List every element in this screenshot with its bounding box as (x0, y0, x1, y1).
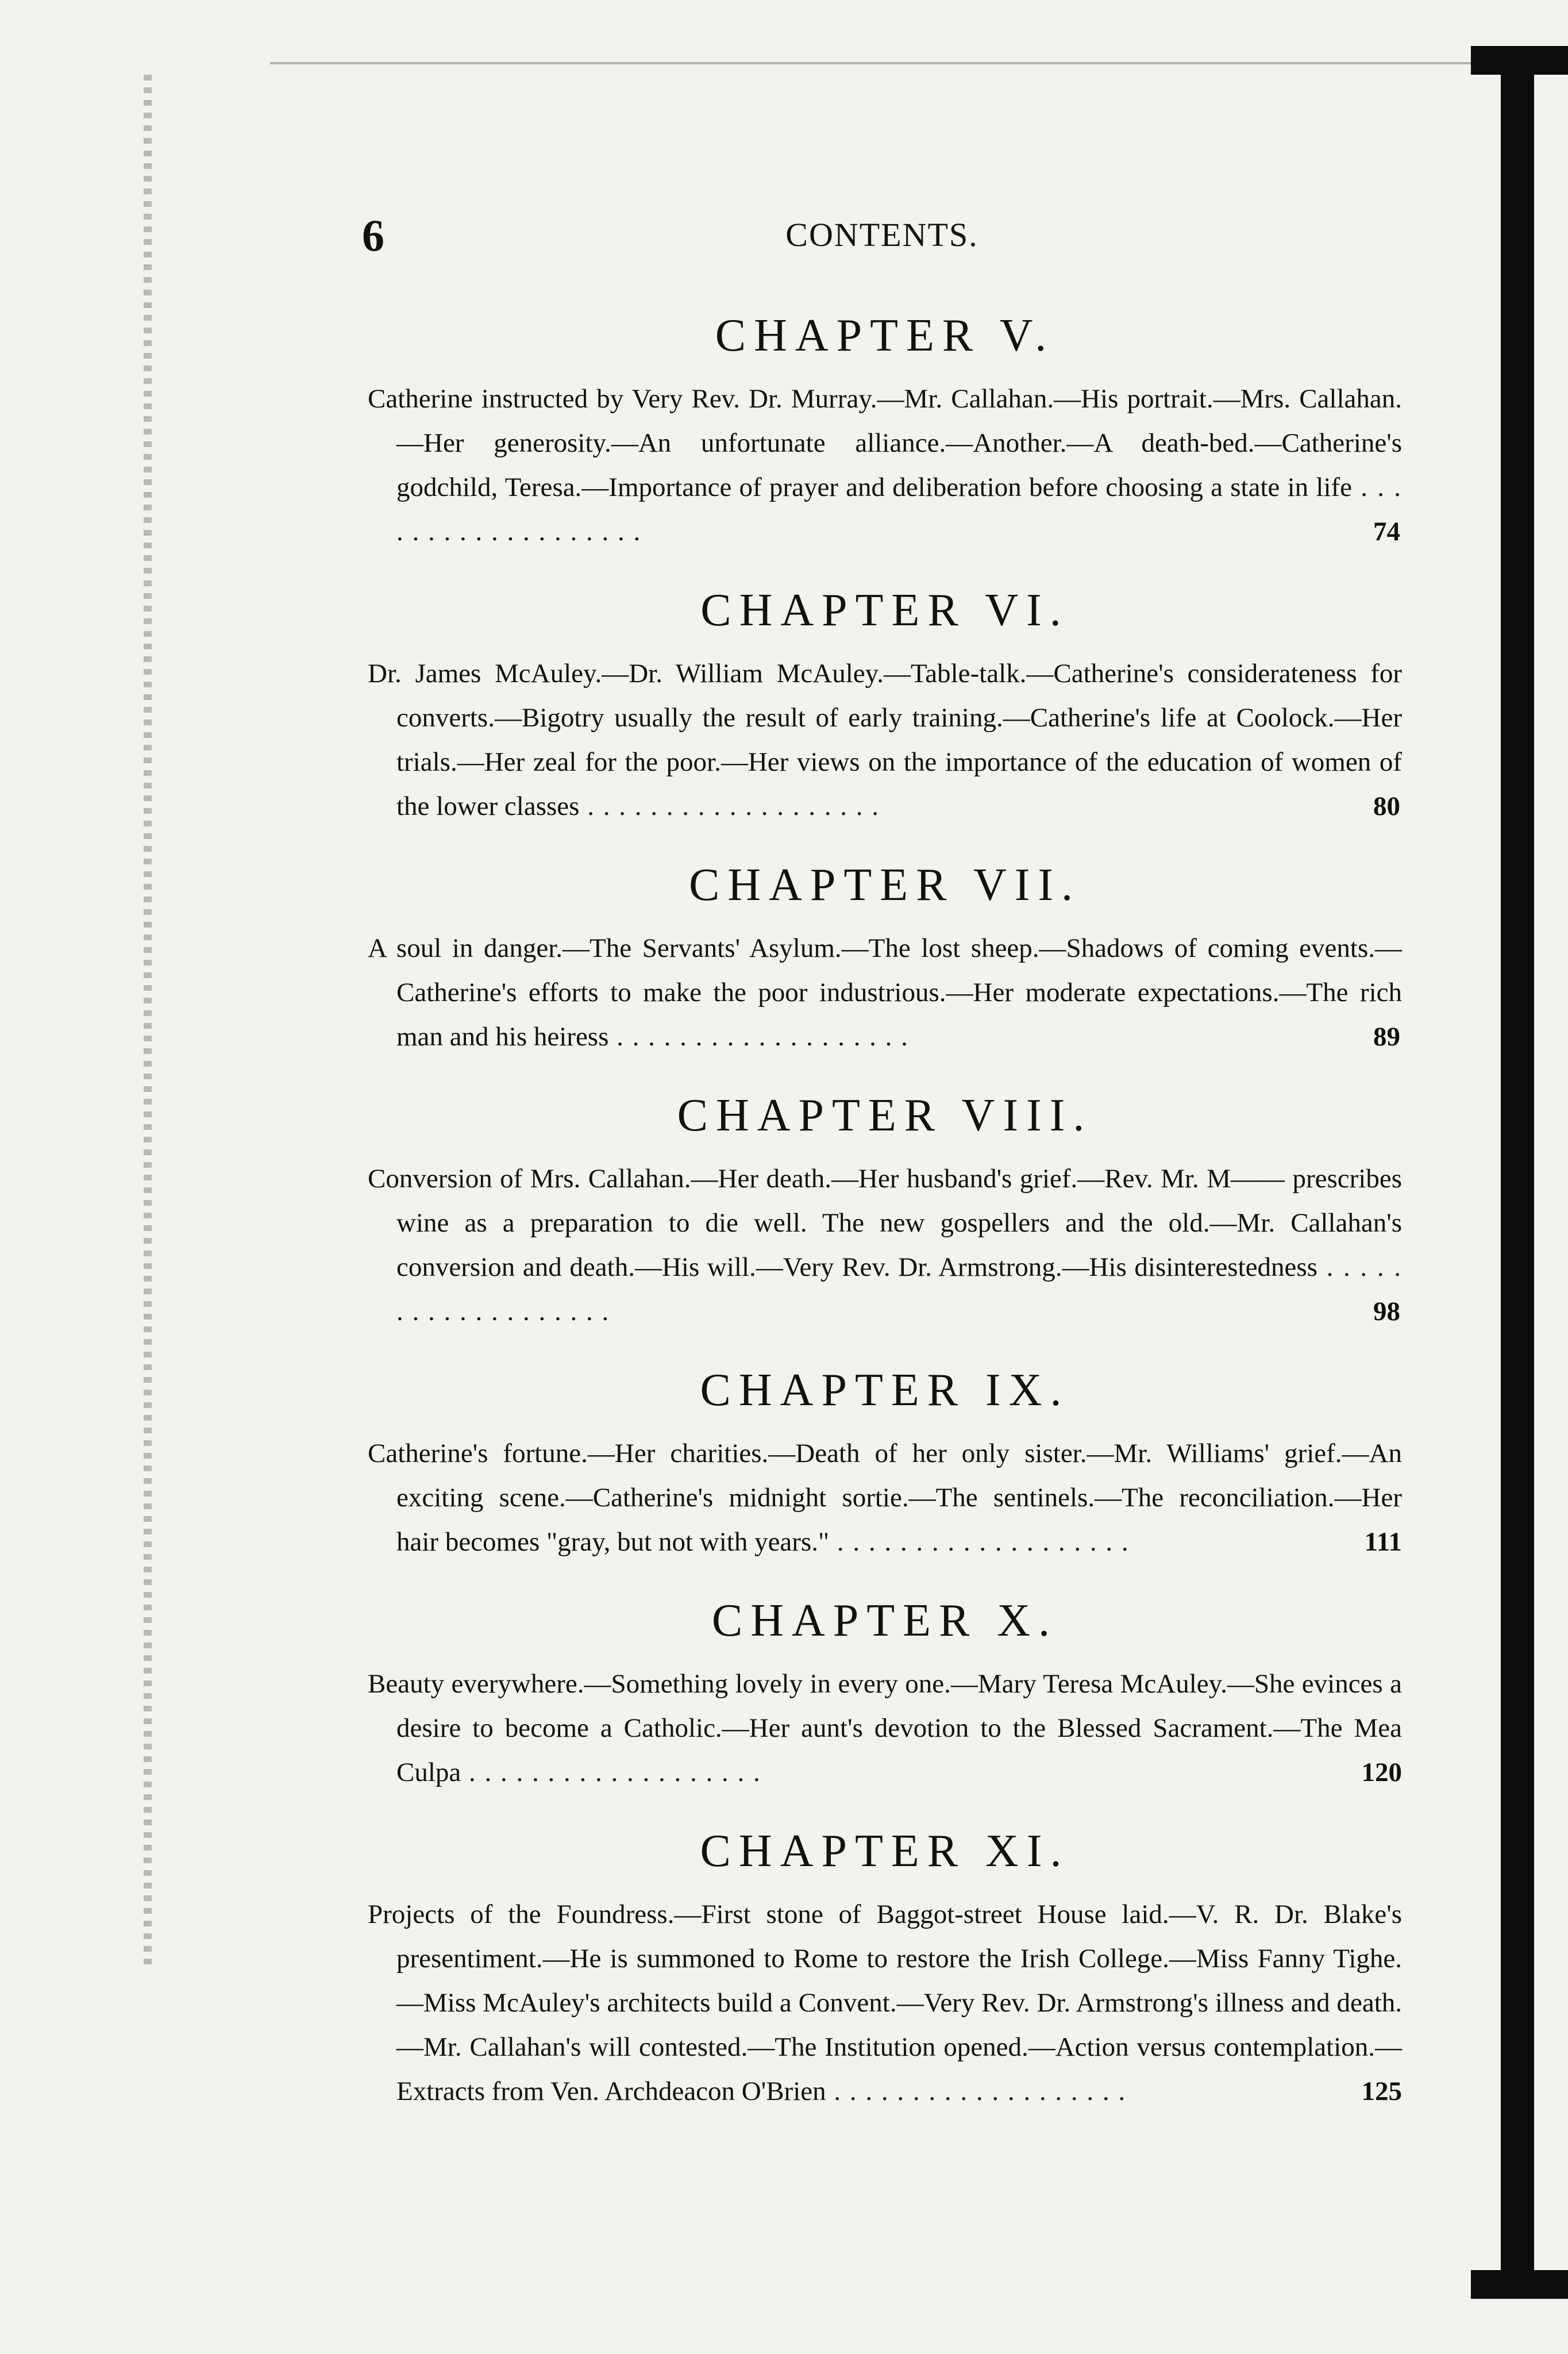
chapter-summary: Catherine instructed by Very Rev. Dr. Murray.—Mr. Callahan.—His portrait.—Mrs. Callahan.—Her generosity.—An unfortunate alliance.—Another.—A death-bed.—Catherine's godchild, Teresa.—Importance of prayer and deliberation before choosing a state in life. . . 74 (368, 377, 1402, 554)
page-number: 6 (362, 210, 384, 260)
chapter-entry (368, 585, 1402, 829)
chapter-entry (368, 1090, 1402, 1334)
chapter-summary (368, 1893, 1402, 2114)
chapter-summary-text: Beauty everywhere.—Something lovely in every one.—Mary Teresa McAuley.—She evinces a desire to become a Catholic.—Her aunt's devotion to the Blessed Sacrament.—The Mea Culpa (368, 1669, 1402, 1787)
chapter-heading: CHAPTER X. (711, 1595, 1058, 1646)
binding-bar (1501, 57, 1534, 2287)
chapter-page-ref: 125 (1361, 2076, 1402, 2106)
chapter-summary-text: Catherine instructed by Very Rev. Dr. Murray.—Mr. Callahan.—His portrait.—Mrs. Callahan.—Her generosity.—An unfortunate alliance.—Another.—A death-bed.—Catherine's godchild, Teresa.—Importance of prayer and deliberation before choosing a state in life (368, 384, 1402, 502)
binding-bar-bottom-cap (1471, 2270, 1568, 2299)
dot-leader (579, 791, 880, 821)
chapter-summary-text: Catherine's fortune.—Her charities.—Death of her only sister.—Mr. Williams' grief.—An exciting scene.—Catherine's midnight sortie.—The sentinels.—The reconciliation.—Her hair becomes "gray, but not with years." (368, 1438, 1402, 1557)
chapter-summary: A soul in danger.—The Servants' Asylum.—The lost sheep.—Shadows of coming events.—Catherine's efforts to make the poor industrious.—Her moderate expectations.—The rich man and his heiress. . . 89 (368, 926, 1402, 1059)
chapter-entry (368, 1365, 1402, 1564)
chapter-summary-text: A soul in danger.—The Servants' Asylum.—The lost sheep.—Shadows of coming events.—Catherine's efforts to make the poor industrious.—Her moderate expectations.—The rich man and his heiress (368, 933, 1402, 1052)
chapter-heading: CHAPTER VI. (700, 585, 1069, 636)
chapter-entry (368, 1826, 1402, 2114)
chapter-page-ref: 111 (1364, 1527, 1402, 1557)
chapter-summary-text: Projects of the Foundress.—First stone of Baggot-street House laid.—V. R. Dr. Blake's presentiment.—He is summoned to Rome to restore the Irish College.—Miss Fanny Tighe.—Miss McAuley's architects build a Convent.—Very Rev. Dr. Armstrong's illness and death.—Mr. Callahan's will contested.—The Institution opened.—Action versus contemplation.—Extracts from Ven. Archdeacon O'Brien (368, 1899, 1402, 2106)
chapter-summary (368, 1432, 1402, 1564)
chapter-summary-text: Conversion of Mrs. Callahan.—Her death.—Her husband's grief.—Rev. Mr. M—— prescribes wine as a preparation to die well. The new gospellers and the old.—Mr. Callahan's conversion and death.—His will.—Very Rev. Dr. Armstrong.—His disinterestedness (368, 1164, 1402, 1282)
running-head: CONTENTS. (785, 216, 978, 253)
chapter-summary: Dr. James McAuley.—Dr. William McAuley.—Table-talk.—Catherine's considerateness for converts.—Bigotry usually the result of early training.—Catherine's life at Coolock.—Her trials.—Her zeal for the poor.—Her views on the importance of the education of women of the lower classes. . . 80 (368, 652, 1402, 829)
chapter-heading: CHAPTER IX. (700, 1365, 1070, 1416)
chapter-page-ref: 120 (1361, 1757, 1402, 1787)
dot-leader (461, 1757, 761, 1787)
chapter-entry (368, 1595, 1402, 1795)
top-edge-rule (270, 62, 1500, 64)
chapter-heading: CHAPTER V. (715, 310, 1055, 361)
chapter-entry (368, 310, 1402, 554)
left-page-edge (144, 75, 152, 1971)
dot-leader (608, 1022, 909, 1052)
dot-leader (826, 2076, 1127, 2106)
chapter-summary: Conversion of Mrs. Callahan.—Her death.—Her husband's grief.—Rev. Mr. M—— prescribes wine as a preparation to die well. The new gospellers and the old.—Mr. Callahan's conversion and death.—His will.—Very Rev. Dr. Armstrong.—His disinterestedness. . . 98 (368, 1157, 1402, 1334)
chapter-entry (368, 860, 1402, 1059)
page-header (362, 198, 1402, 261)
chapter-heading: CHAPTER VIII. (677, 1090, 1093, 1141)
chapter-heading: CHAPTER XI. (700, 1826, 1070, 1876)
chapter-summary-text: Dr. James McAuley.—Dr. William McAuley.—Table-talk.—Catherine's considerateness for converts.—Bigotry usually the result of early training.—Catherine's life at Coolock.—Her trials.—Her zeal for the poor.—Her views on the importance of the education of women of the lower classes (368, 659, 1402, 821)
chapter-summary (368, 1662, 1402, 1795)
dot-leader (829, 1527, 1130, 1557)
chapter-heading: CHAPTER VII. (688, 860, 1081, 910)
contents-list (368, 310, 1402, 2145)
